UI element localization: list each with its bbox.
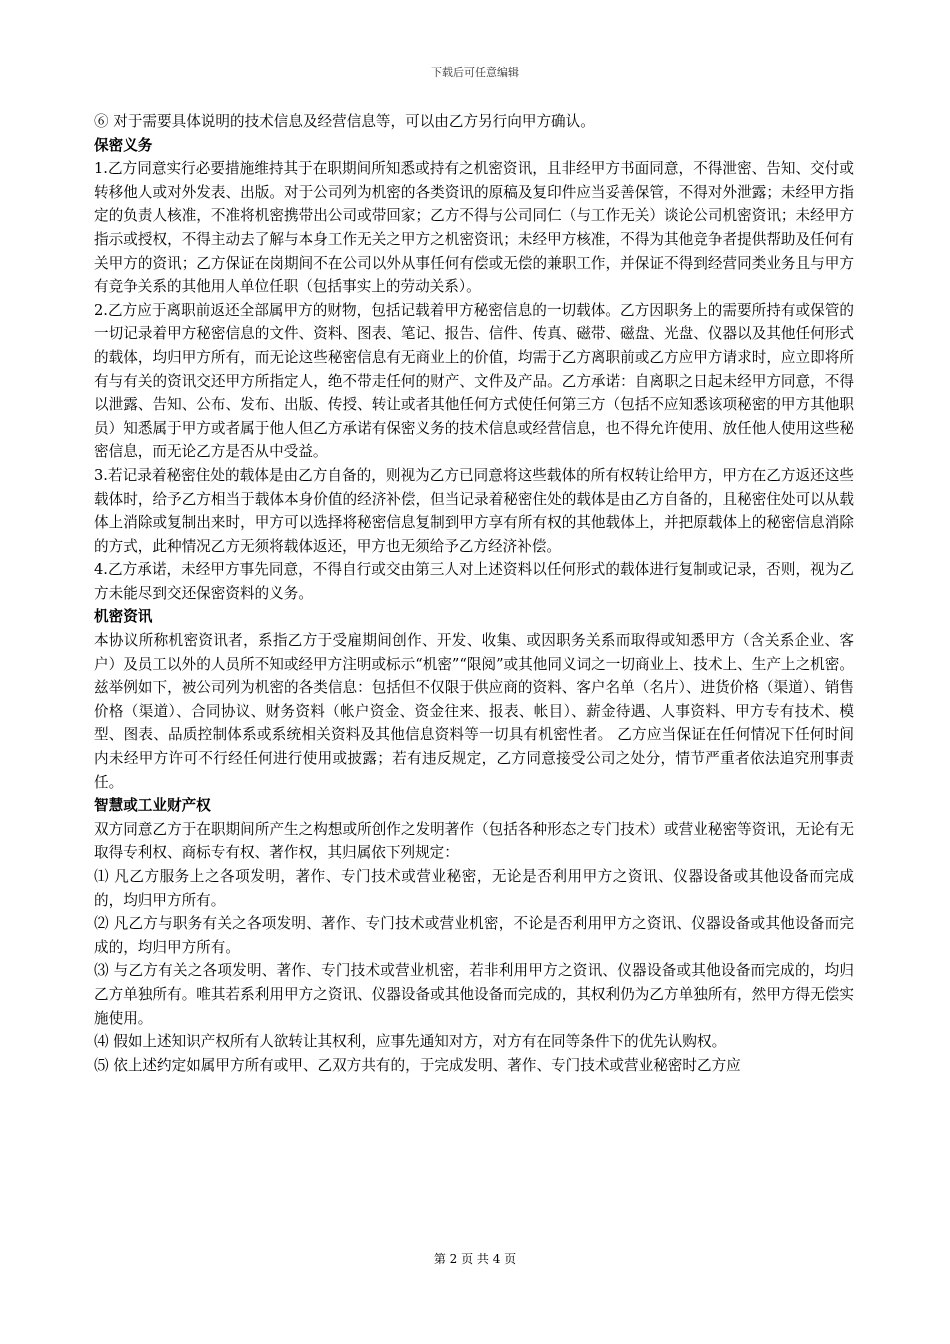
paragraph: 3.若记录着秘密住处的载体是由乙方自备的，则视为乙方已同意将这些载体的所有权转让给甲方，甲方在乙方返还这些载体时，给予乙方相当于载体本身价值的经济补偿，但当记录着秘密住处的载体是由乙方自备的，且秘密住处可以从载体上消除或复制出来时，甲方可以选择将秘密信息复制到甲方享有所有权的其他载体上，并把原载体上的秘密信息消除的方式，此种情况乙方无须将载体返还，甲方也无须给予乙方经济补偿。	[94, 466, 854, 555]
list-item: ⑴ 凡乙方服务上之各项发明，著作、专门技术或营业秘密，无论是否利用甲方之资讯、仪器设备或其他设备而完成的，均归甲方所有。	[94, 868, 854, 909]
page-header: 下载后可任意编辑	[431, 66, 519, 79]
paragraph: 2.乙方应于离职前返还全部属甲方的财物，包括记载着甲方秘密信息的一切载体。乙方因职务上的需要所持有或保管的一切记录着甲方秘密信息的文件、资料、图表、笔记、报告、信件、传真、磁带、磁盘、光盘、仪器以及其他任何形式的载体，均归甲方所有，而无论这些秘密信息有无商业上的价值，均需于乙方离职前或乙方应甲方请求时，应立即将所有与有关的资讯交还甲方所指定人，绝不带走任何的财产、文件及产品。乙方承诺：自离职之日起未经甲方同意，不得以泄露、告知、公布、发布、出版、传授、转让或者其他任何方式使任何第三方（包括不应知悉该项秘密的甲方其他职员）知悉属于甲方或者属于他人但乙方承诺有保密义务的技术信息或经营信息，也不得允许使用、放任他人使用这些秘密信息，而无论乙方是否从中受益。	[94, 301, 854, 461]
section-title-confidentiality-duty: 保密义务	[94, 136, 153, 154]
list-item: ⑵ 凡乙方与职务有关之各项发明、著作、专门技术或营业机密，不论是否利用甲方之资讯、仪器设备或其他设备而完成的，均归甲方所有。	[94, 915, 854, 956]
list-item: ⑶ 与乙方有关之各项发明、著作、专门技术或营业机密，若非利用甲方之资讯、仪器设备或其他设备而完成的，均归乙方单独所有。唯其若系利用甲方之资讯、仪器设备或其他设备而完成的，其权利仍为乙方单独所有，然甲方得无偿实施使用。	[94, 962, 854, 1027]
paragraph: 双方同意乙方于在职期间所产生之构想或所创作之发明著作（包括各种形态之专门技术）或营业秘密等资讯，无论有无取得专利权、商标专有权、著作权，其归属依下列规定：	[94, 820, 854, 862]
document-body	[94, 110, 854, 1077]
section-title-confidential-info: 机密资讯	[94, 608, 153, 626]
intro-paragraph: ⑥ 对于需要具体说明的技术信息及经营信息等，可以由乙方另行向甲方确认。	[94, 113, 595, 130]
list-item: ⑷ 假如上述知识产权所有人欲转让其权利，应事先通知对方，对方有在同等条件下的优先认购权。	[94, 1033, 727, 1051]
paragraph: 4.乙方承诺，未经甲方事先同意，不得自行或交由第三人对上述资料以任何形式的载体进行复制或记录，否则，视为乙方未能尽到交还保密资料的义务。	[94, 561, 854, 602]
page-footer: 第 2 页 共 4 页	[433, 1252, 517, 1266]
section-title-intellectual-property: 智慧或工业财产权	[94, 797, 211, 815]
paragraph: 1.乙方同意实行必要措施维持其于在职期间所知悉或持有之机密资讯，且非经甲方书面同意，不得泄密、告知、交付或转移他人或对外发表、出版。对于公司列为机密的各类资讯的原稿及复印件应当妥善保管，不得对外泄露；未经甲方指定的负责人核准，不准将机密携带出公司或带回家；乙方不得与公司同仁（与工作无关）谈论公司机密资讯；未经甲方指示或授权，不得主动去了解与本身工作无关之甲方之机密资讯；未经甲方核准，不得为其他竞争者提供帮助及任何有关甲方的资讯；乙方保证在岗期间不在公司以外从事任何有偿或无偿的兼职工作，并保证不得到经营同类业务且与甲方有竞争关系的其他用人单位任职（包括事实上的劳动关系）。	[94, 160, 854, 296]
paragraph: 本协议所称机密资讯者，系指乙方于受雇期间创作、开发、收集、或因职务关系而取得或知悉甲方（含关系企业、客户）及员工以外的人员所不知或经甲方注明或标示“机密”“限阅”或其他同义词之一切商业上、技术上、生产上之机密。兹举例如下，被公司列为机密的各类信息：包括但不仅限于供应商的资料、客户名单（名片）、进货价格（渠道）、销售价格（渠道）、合同协议、财务资料（帐户资金、资金往来、报表、帐目）、薪金待遇、人事资料、甲方专有技术、模型、图表、品质控制体系或系统相关资料及其他信息资料等一切具有机密性者。 乙方应当保证在任何情况下任何时间内未经甲方许可不行经任何进行使用或披露；若有违反规定，乙方同意接受公司之处分，情节严重者依法追究刑事责任。	[94, 632, 854, 791]
list-item: ⑸ 依上述约定如属甲方所有或甲、乙双方共有的，于完成发明、著作、专门技术或营业秘密时乙方应	[94, 1056, 741, 1074]
